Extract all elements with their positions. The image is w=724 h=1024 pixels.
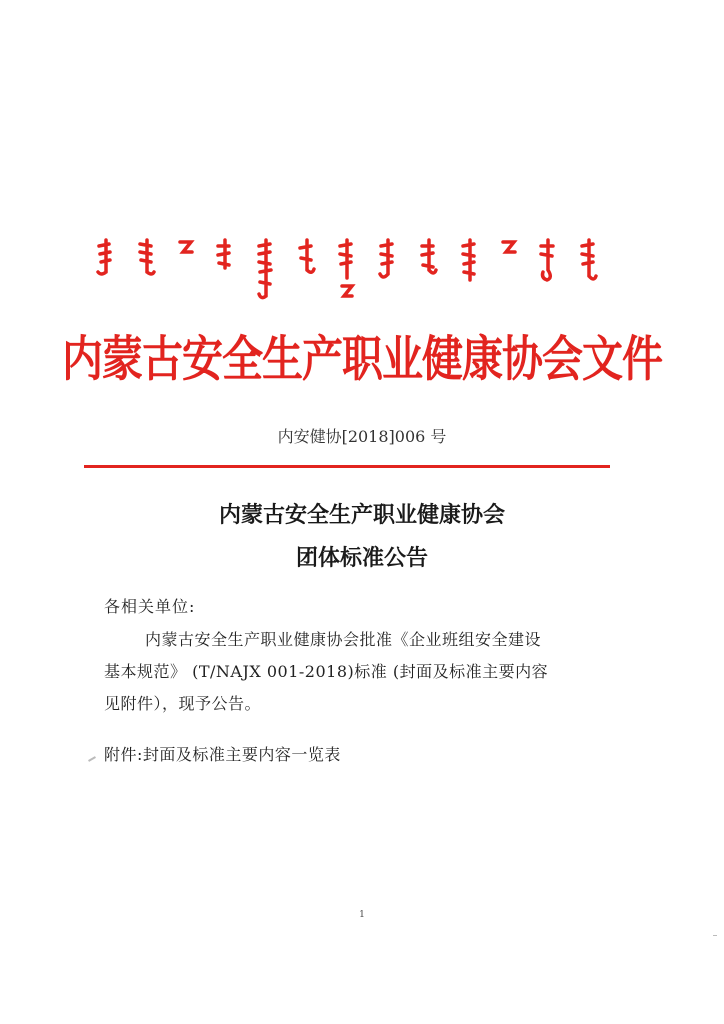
mongolian-word-8 <box>377 238 399 282</box>
attachment-note: 附件:封面及标准主要内容一览表 <box>104 745 341 764</box>
announcement-title-line-2: 团体标准公告 <box>295 546 428 571</box>
header-divider <box>84 465 610 468</box>
mongolian-word-10 <box>459 238 481 288</box>
document-header-title: 内蒙古安全生产职业健康协会文件 <box>62 330 662 388</box>
mongolian-word-6 <box>296 238 318 278</box>
salutation: 各相关单位: <box>104 597 196 616</box>
scan-speck <box>88 756 96 762</box>
mongolian-word-13 <box>578 238 600 284</box>
body-paragraph-line-3: 见附件），现予公告。 <box>104 694 262 713</box>
mongolian-word-3 <box>177 238 195 258</box>
mongolian-word-2 <box>136 238 158 278</box>
mongolian-script-title <box>95 238 600 308</box>
mongolian-word-4 <box>214 238 236 278</box>
mongolian-word-5 <box>255 238 277 302</box>
mongolian-word-12 <box>537 238 559 284</box>
body-paragraph-line-1: 内蒙古安全生产职业健康协会批准《企业班组安全建设 <box>145 630 542 649</box>
mongolian-word-1 <box>95 238 117 278</box>
document-number: 内安健协[2018]006 号 <box>277 427 447 446</box>
mongolian-word-9 <box>418 238 440 282</box>
page-number: 1 <box>359 910 365 920</box>
body-paragraph-line-2: 基本规范》 (T/NAJX 001-2018)标准 (封面及标准主要内容 <box>104 662 549 681</box>
scan-speck <box>713 935 717 936</box>
announcement-title-line-1: 内蒙古安全生产职业健康协会 <box>218 503 505 528</box>
mongolian-word-7 <box>336 238 358 302</box>
mongolian-word-11 <box>500 238 518 258</box>
